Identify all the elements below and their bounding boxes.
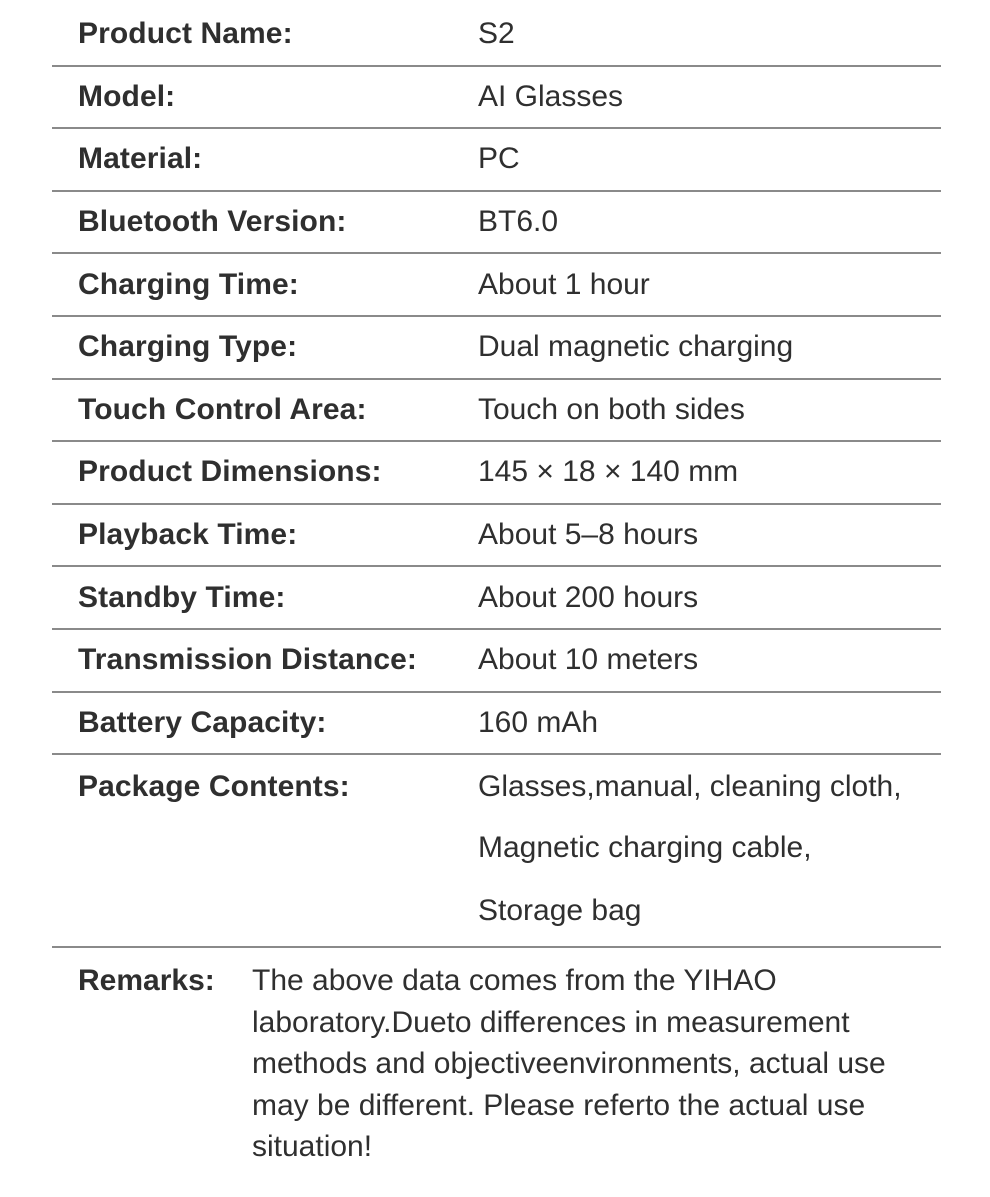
spec-row-standby-time	[52, 567, 941, 630]
remarks-line: may be different. Please referto the actual use	[252, 1088, 866, 1122]
spec-row-touch-control-area	[52, 380, 941, 443]
remarks-label: Remarks:	[78, 964, 215, 997]
spec-value: About 5–8 hours	[478, 518, 699, 552]
spec-label: Package Contents:	[78, 770, 350, 804]
spec-value: 145 × 18 × 140 mm	[478, 455, 739, 489]
spec-label: Transmission Distance:	[78, 643, 417, 677]
package-contents-list	[478, 755, 902, 946]
spec-label: Bluetooth Version:	[78, 205, 347, 239]
spec-value: 160 mAh	[478, 705, 599, 739]
spec-row-product-dimensions	[52, 442, 941, 505]
spec-row-package-contents	[52, 755, 941, 948]
spec-row-charging-type	[52, 317, 941, 380]
spec-value: Dual magnetic charging	[478, 330, 794, 364]
spec-label: Model:	[78, 79, 176, 113]
spec-row-product-name	[52, 4, 941, 67]
package-item: Glasses,manual, cleaning cloth,	[478, 770, 902, 804]
remarks-line: laboratory.Dueto differences in measurement	[252, 1005, 850, 1039]
spec-row-charging-time	[52, 254, 941, 317]
remarks-section	[78, 960, 968, 1168]
spec-value: About 10 meters	[478, 643, 699, 677]
remarks-line: situation!	[252, 1130, 373, 1164]
spec-label: Product Dimensions:	[78, 455, 382, 489]
spec-value: BT6.0	[478, 205, 559, 239]
spec-table	[52, 4, 941, 948]
remarks-line: methods and objectiveenvironments, actual use	[252, 1047, 886, 1081]
spec-label: Charging Type:	[78, 330, 298, 364]
spec-label: Playback Time:	[78, 518, 298, 552]
remarks-text	[252, 960, 962, 1168]
spec-value: Touch on both sides	[478, 392, 745, 426]
spec-value: About 200 hours	[478, 580, 699, 614]
spec-label: Product Name:	[78, 17, 293, 51]
package-item: Magnetic charging cable,	[478, 831, 812, 865]
remarks-line: The above data comes from the YIHAO	[252, 964, 777, 997]
spec-row-battery-capacity	[52, 693, 941, 756]
spec-label: Standby Time:	[78, 580, 286, 614]
spec-value: AI Glasses	[478, 79, 624, 113]
spec-row-bluetooth-version	[52, 192, 941, 255]
package-item: Storage bag	[478, 893, 642, 927]
spec-row-model	[52, 67, 941, 130]
spec-value: About 1 hour	[478, 267, 650, 301]
spec-row-transmission-distance	[52, 630, 941, 693]
spec-label: Battery Capacity:	[78, 705, 327, 739]
spec-label: Material:	[78, 142, 203, 176]
spec-row-playback-time	[52, 505, 941, 568]
spec-label: Touch Control Area:	[78, 392, 367, 426]
spec-label: Charging Time:	[78, 267, 299, 301]
spec-row-material	[52, 129, 941, 192]
spec-value: S2	[478, 17, 515, 51]
spec-value: PC	[478, 142, 520, 176]
